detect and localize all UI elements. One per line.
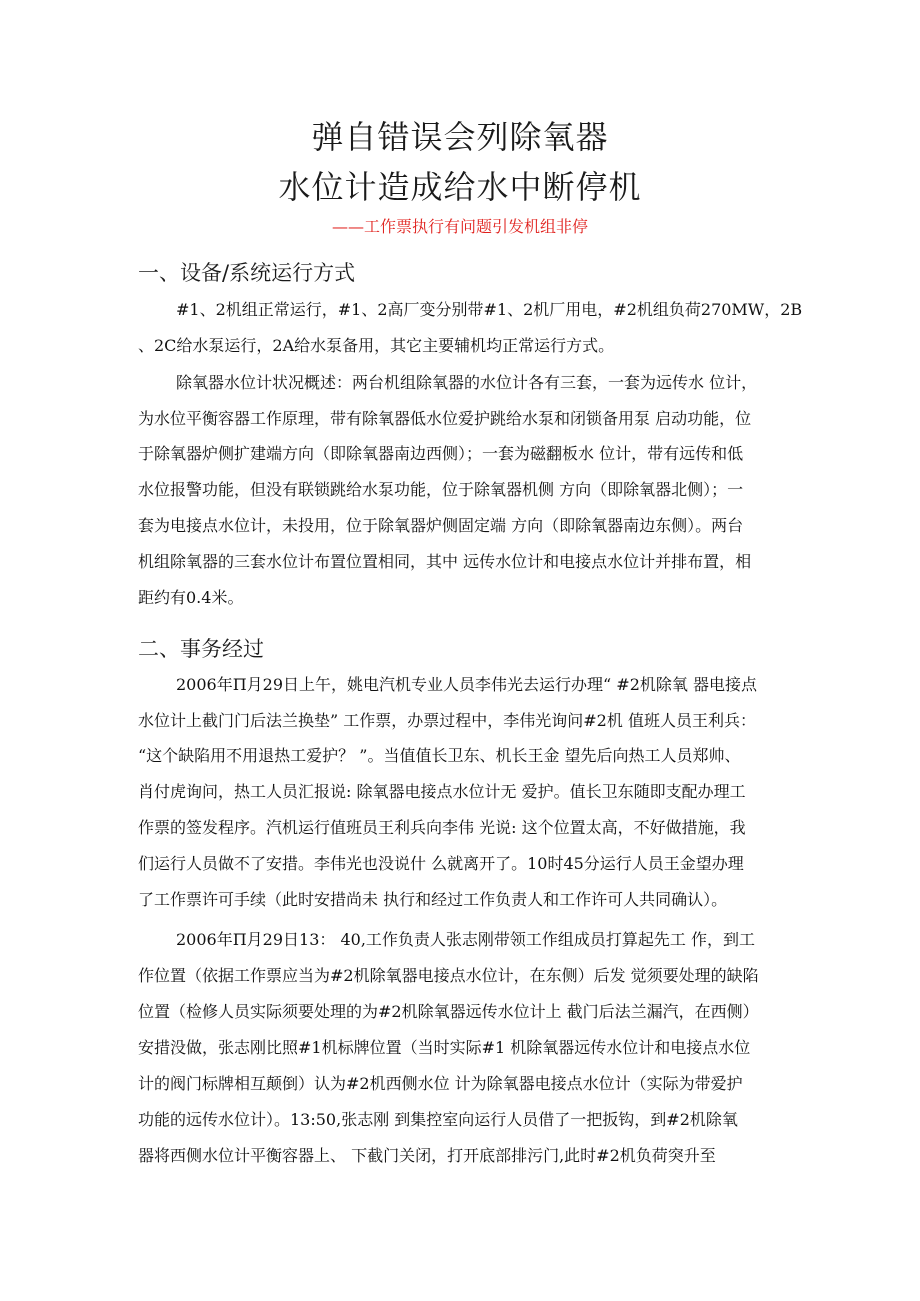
section1-line: 除氧器水位计状况概述：两台机组除氧器的水位计各有三套，一套为远传水 位计，	[176, 373, 758, 392]
section1-heading: 一、设备/系统运行方式	[138, 261, 356, 285]
section1-line: 距约有0.4米。	[138, 588, 244, 607]
section2-line: 肖付虎询问，热工人员汇报说: 除氧器电接点水位计无 爱护。值长卫东随即支配办理工	[138, 782, 746, 801]
section1-line: #1、2机组正常运行，#1、2高厂变分别带#1、2机厂用电，#2机组负荷270MW，2B	[176, 300, 803, 319]
section1-line: 、2C给水泵运行，2A给水泵备用，其它主要辅机均正常运行方式。	[138, 336, 615, 355]
section1-line: 水位报警功能，但没有联锁跳给水泵功能，位于除氧器机侧 方向（即除氧器北侧）；一	[138, 480, 744, 499]
document-title-line1: 弹自错误会列除氧器	[311, 118, 609, 156]
document-subtitle: ——工作票执行有问题引发机组非停	[331, 217, 588, 236]
section2-heading: 二、事务经过	[138, 637, 264, 661]
section2-line: 安措没做，张志刚比照#1机标牌位置（当时实际#1 机除氧器远传水位计和电接点水位	[138, 1038, 751, 1057]
section2-line: 器将西侧水位计平衡容器上、 下截门关闭，打开底部排污门,此时#2机负荷突升至	[138, 1146, 716, 1165]
section2-line: 2006年Π月29日13： 40,工作负责人张志刚带领工作组成员打算起先工 作，到工	[176, 930, 756, 949]
section2-line: 位置（检修人员实际须要处理的为#2机除氧器远传水位计上 截门后法兰漏汽，在西侧）	[138, 1002, 759, 1021]
section1-line: 于除氧器炉侧扩建端方向（即除氧器南边西侧）；一套为磁翻板水 位计，带有远传和低	[138, 444, 744, 463]
section1-line: 为水位平衡容器工作原理，带有除氧器低水位爱护跳给水泵和闭锁备用泵 启动功能，位	[138, 409, 752, 428]
section2-line: 水位计上截门门后法兰换垫” 工作票，办票过程中，李伟光询问#2机 值班人员王利兵：	[138, 711, 756, 730]
section1-line: 套为电接点水位计，未投用，位于除氧器炉侧固定端 方向（即除氧器南边东侧）。两台	[138, 516, 744, 535]
document-title-line2: 水位计造成给水中断停机	[278, 168, 642, 206]
section1-line: 机组除氧器的三套水位计布置位置相同，其中 远传水位计和电接点水位计并排布置，相	[138, 552, 752, 571]
section2-line: 计的阀门标牌相互颠倒）认为#2机西侧水位 计为除氧器电接点水位计（实际为带爱护	[138, 1074, 743, 1093]
section2-line: 了工作票许可手续（此时安措尚未 执行和经过工作负责人和工作许可人共同确认）。	[138, 890, 728, 909]
section2-line: 们运行人员做不了安措。李伟光也没说什 么就离开了。10时45分运行人员王金望办理	[138, 854, 744, 873]
section2-line: 2006年Π月29日上午，姚电汽机专业人员李伟光去运行办理“ #2机除氧 器电接点	[176, 675, 757, 694]
section2-line: “这个缺陷用不用退热工爱护？ ”。当值值长卫东、机长王金 望先后向热工人员郑帅、	[138, 746, 741, 765]
section2-line: 作票的签发程序。汽机运行值班员王利兵向李伟 光说: 这个位置太高，不好做措施，我	[138, 818, 746, 837]
section2-line: 作位置（依据工作票应当为#2机除氧器电接点水位计，在东侧）后发 觉须要处理的缺陷	[138, 966, 759, 985]
section2-line: 功能的远传水位计）。13:50,张志刚 到集控室向运行人员借了一把扳钩，到#2机除氧	[138, 1110, 738, 1129]
